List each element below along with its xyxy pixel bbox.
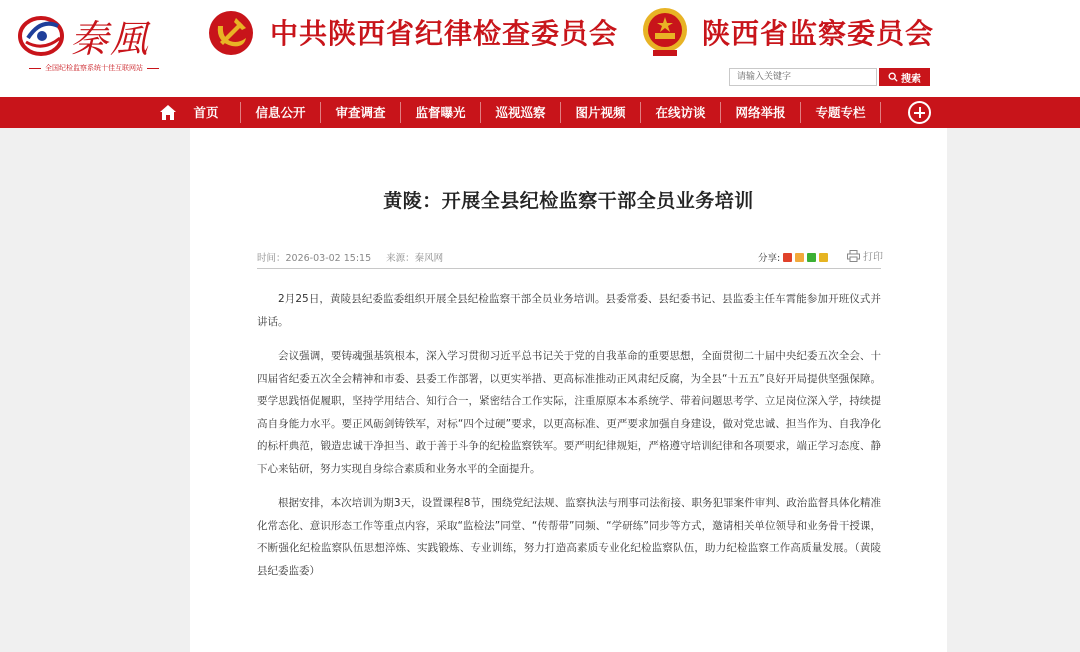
nav-item-review-investigation[interactable]: 审查调查 xyxy=(335,105,386,120)
article-container xyxy=(190,128,947,652)
title-party-commission: 中共陕西省纪律检查委员会 xyxy=(270,17,619,50)
logo-text: 秦風 xyxy=(70,17,151,61)
nav-divider xyxy=(880,102,881,123)
nav-item-photo-video[interactable]: 图片视频 xyxy=(575,105,626,120)
title-supervision-commission: 陕西省监察委员会 xyxy=(702,17,935,50)
search-input[interactable] xyxy=(729,68,877,86)
share-weibo-icon[interactable] xyxy=(783,253,792,262)
search-icon xyxy=(888,72,898,82)
national-emblem-icon xyxy=(640,6,690,58)
nav-item-inspection[interactable]: 巡视巡察 xyxy=(495,105,546,120)
share-bar xyxy=(758,250,828,264)
article-source: 来源：秦风网 xyxy=(386,253,444,264)
print-label: 打印 xyxy=(863,252,883,263)
nav-item-special-topics[interactable]: 专题专栏 xyxy=(815,105,866,120)
party-emblem-icon xyxy=(206,8,256,58)
print-button[interactable] xyxy=(847,248,883,263)
article-title: 黄陵：开展全县纪检监察干部全员业务培训 xyxy=(383,190,754,212)
qinfeng-logo-icon xyxy=(18,12,64,58)
nav-item-home[interactable]: 首页 xyxy=(193,105,219,120)
main-nav xyxy=(0,97,1080,128)
print-icon xyxy=(847,250,860,262)
plus-circle-icon[interactable] xyxy=(908,101,931,124)
article-paragraph: 根据安排，本次培训为期3天，设置课程8节，围绕党纪法规、监察执法与刑事司法衔接、职务犯罪案件审判、政治监督具体化精准化常态化、意识形态工作等重点内容，采取“监检法”同堂、“传帮带”同频、“学研练”同步等方式，邀请相关单位领导和业务骨干授课，不断强化纪检监察队伍思想淬炼、实践锻炼、专业训练，努力打造高素质专业化纪检监察队伍，助力纪检监察工作高质量发展。（黄陵县纪委监委） xyxy=(257,497,881,577)
search-button-label: 搜索 xyxy=(901,73,921,85)
article-paragraph: 2月25日，黄陵县纪委监委组织开展全县纪检监察干部全员业务培训。县委常委、县纪委书记、县监委主任车霄能参加开班仪式并讲话。 xyxy=(257,293,881,328)
article-time: 时间：2026-03-02 15:15 xyxy=(257,253,372,264)
nav-item-online-report[interactable]: 网络举报 xyxy=(735,105,786,120)
nav-item-online-interview[interactable]: 在线访谈 xyxy=(655,105,706,120)
share-label: 分享: xyxy=(758,253,781,264)
meta-divider xyxy=(257,268,881,269)
share-more-icon[interactable] xyxy=(819,253,828,262)
site-header xyxy=(0,0,1080,97)
search-button[interactable] xyxy=(879,68,930,86)
nav-item-info-disclosure[interactable]: 信息公开 xyxy=(255,105,306,120)
home-icon[interactable] xyxy=(159,104,177,121)
article-meta xyxy=(257,250,455,264)
share-wechat-icon[interactable] xyxy=(807,253,816,262)
share-qzone-icon[interactable] xyxy=(795,253,804,262)
logo-slogan: 全国纪检监察系统十佳互联网站 xyxy=(14,63,174,73)
article-paragraph: 会议强调，要铸魂强基筑根本，深入学习贯彻习近平总书记关于党的自我革命的重要思想，全面贯彻二十届中央纪委五次全会、十四届省纪委五次全会精神和市委、县委工作部署，以更实举措、更高标准推动正风肃纪反腐，为全县“十五五”良好开局提供坚强保障。要学思践悟促履职，坚持学用结合、知行合一，紧密结合工作实际，注重原原本本系统学、带着问题思考学、立足岗位深入学，持续提高自身能力水平。要正风砺剑铸铁军，对标“四个过硬”要求，以更高标准、更严要求加强自身建设，做对党忠诚、担当作为、自我净化的标杆典范，锻造忠诚干净担当、敢于善于斗争的纪检监察铁军。要严明纪律规矩，严格遵守培训纪律和各项要求，端正学习态度、静下心来钻研，努力实现自身综合素质和业务水平的全面提升。 xyxy=(257,350,881,475)
article-body xyxy=(257,288,881,582)
nav-item-supervision-exposure[interactable]: 监督曝光 xyxy=(415,105,466,120)
